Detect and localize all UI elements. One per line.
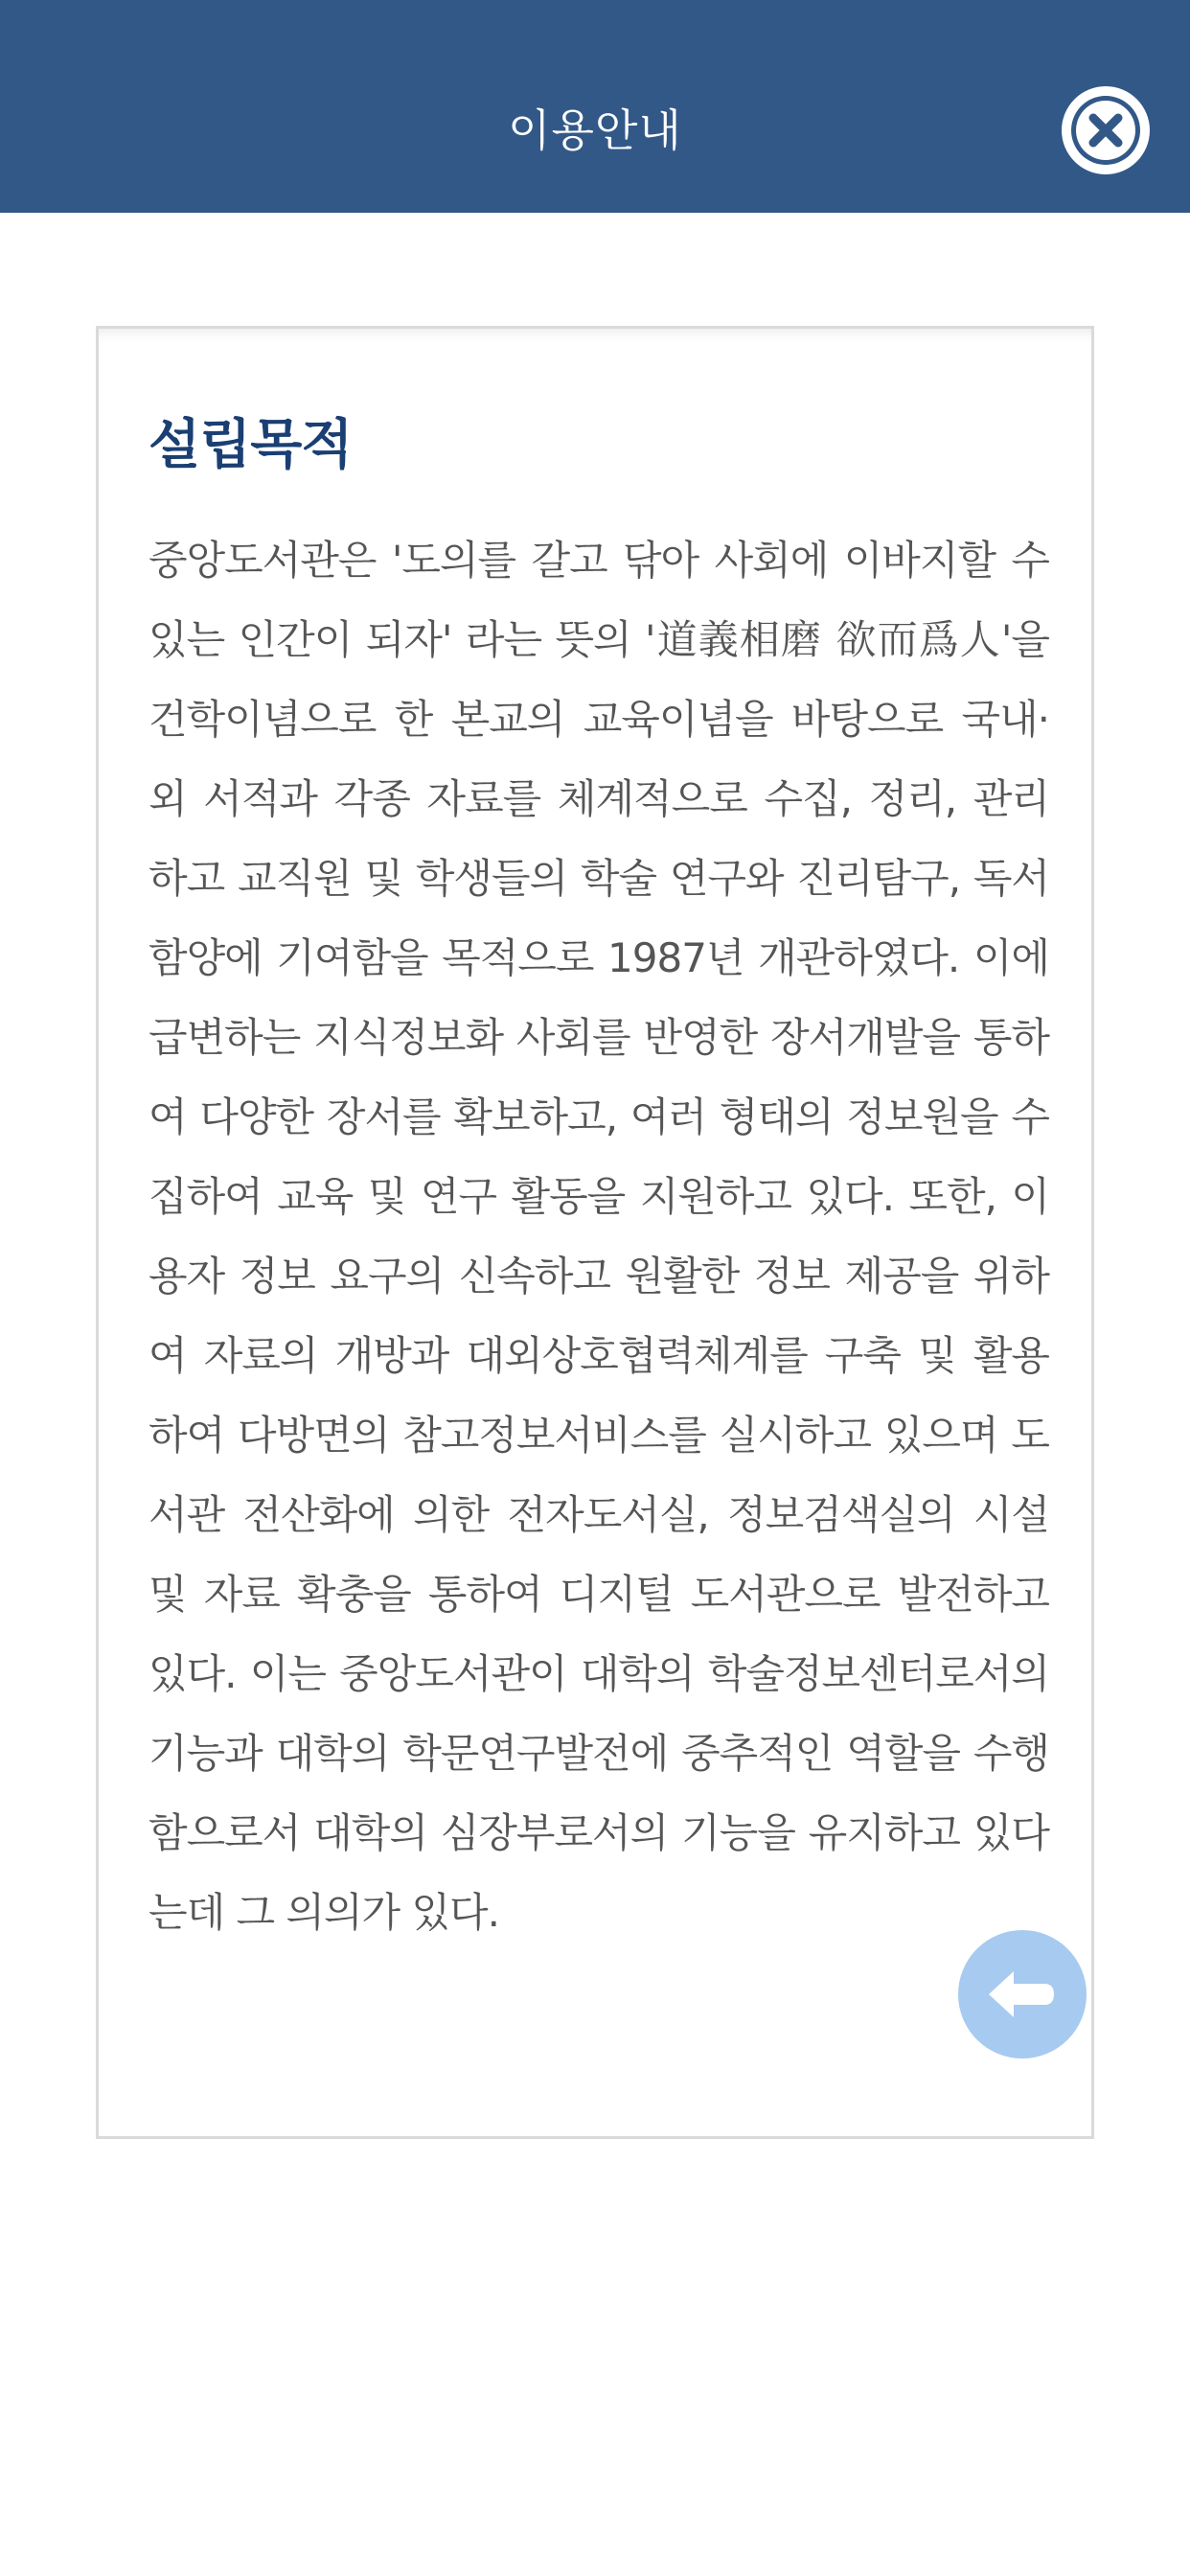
content-card [96, 326, 1094, 2139]
close-button[interactable] [1058, 82, 1154, 178]
page-title: 이용안내 [508, 104, 682, 156]
back-arrow-icon [956, 1928, 1088, 2060]
back-button[interactable] [956, 1928, 1088, 2060]
close-icon [1058, 82, 1154, 178]
section-title: 설립목적 [149, 414, 353, 476]
app-header [0, 0, 1190, 213]
body-text: 중앙도서관은 '도의를 갈고 닦아 사회에 이바지할 수 있는 인간이 되자' 라는 뜻의 '道義相磨 欲而爲人'을 건학이념으로 한 본교의 교육이념을 바탕으로 국내·외 서적과 각종 자료를 체계적으로 수집, 정리, 관리하고 교직원 및 학생들의 학술 연구와 진리탐구, 독서 함양에 기여함을 목적으로 1987년 개관하였다. 이에 급변하는 지식정보화 사회를 반영한 장서개발을 통하여 다양한 장서를 확보하고, 여러 형태의 정보원을 수집하여 교육 및 연구 활동을 지원하고 있다. 또한, 이용자 정보 요구의 신속하고 원활한 정보 제공을 위하여 자료의 개방과 대외상호협력체계를 구축 및 활용하여 다방면의 참고정보서비스를 실시하고 있으며 도서관 전산화에 의한 전자도서실, 정보검색실의 시설 및 자료 확충을 통하여 디지털 도서관으로 발전하고 있다. 이는 중앙도서관이 대학의 학술정보센터로서의 기능과 대학의 학문연구발전에 중추적인 역할을 수행함으로서 대학의 심장부로서의 기능을 유지하고 있다는데 그 의의가 있다. [149, 537, 1049, 1936]
